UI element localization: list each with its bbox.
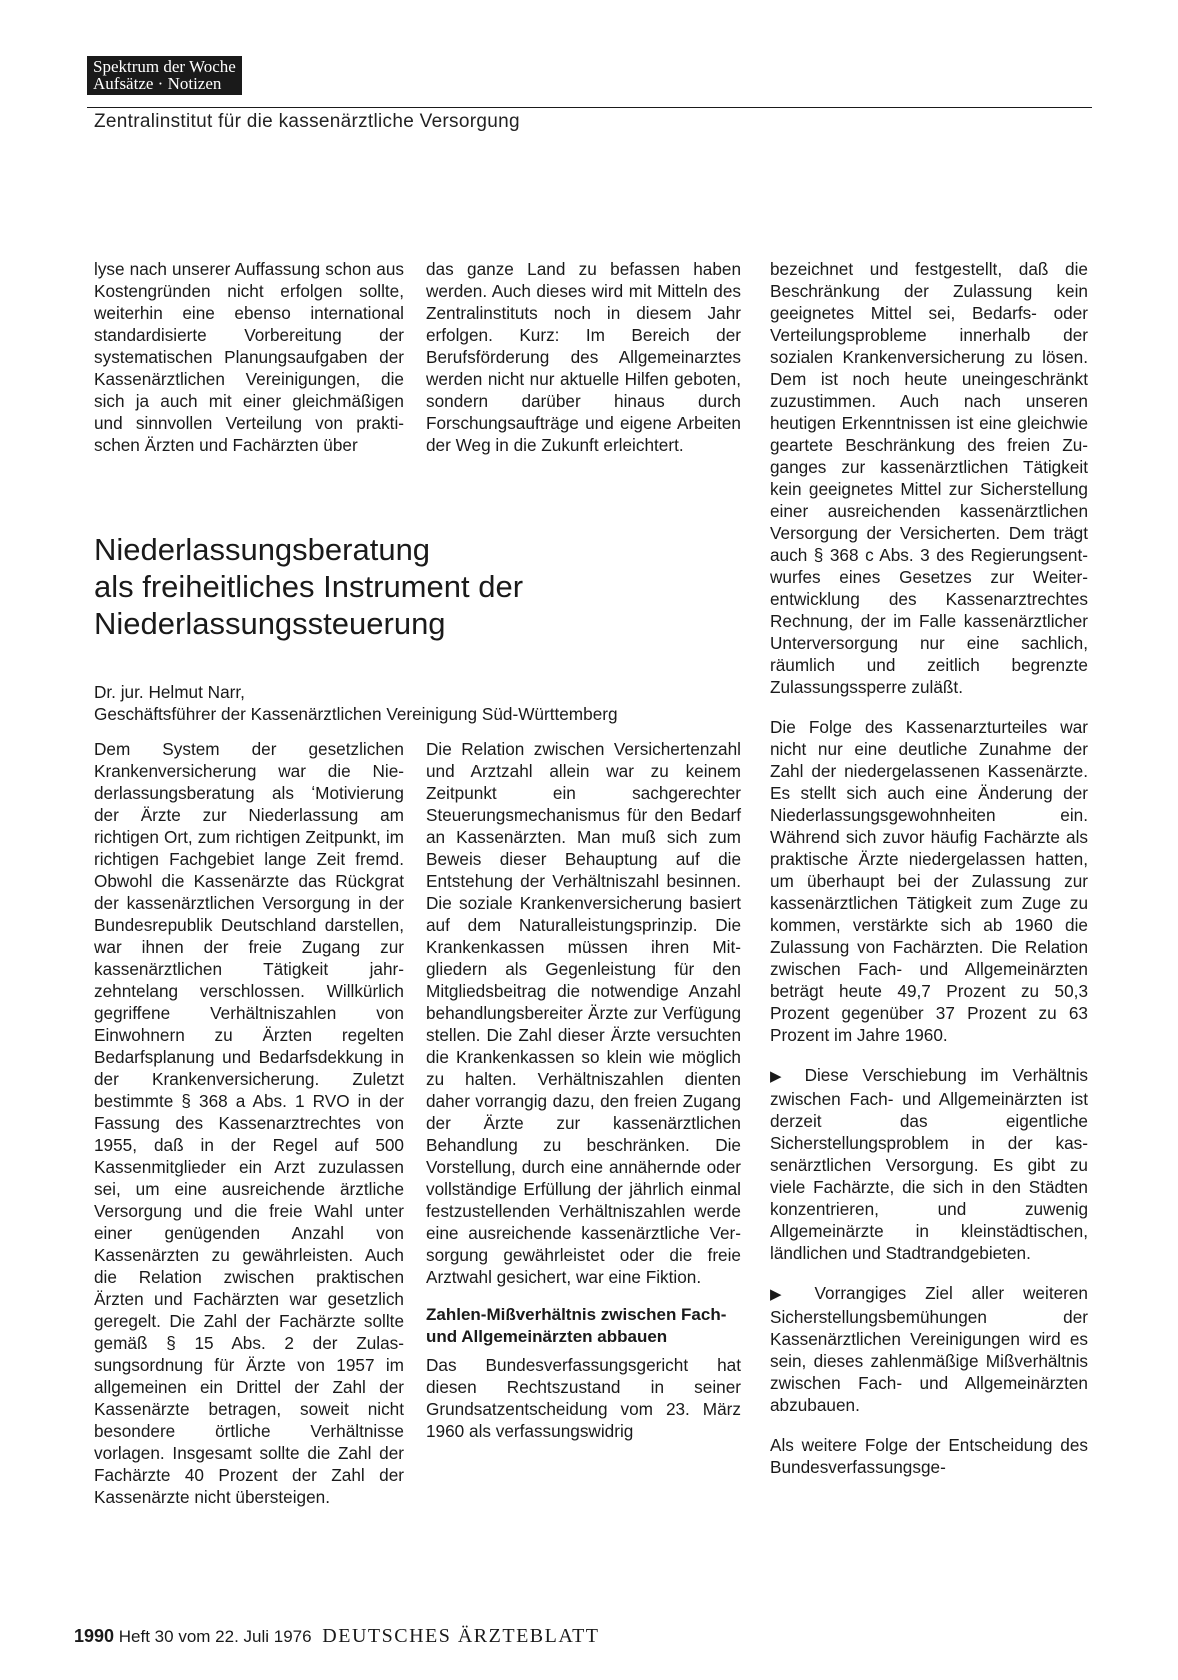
body-paragraph: Dem System der gesetzlichen Krankenversicherung war die Niederlassungsberatung als ʻMotivierung der Ärzte zur Niederlassung am richtigen Ort, zum richtigen Zeitpunkt, im richtigen Fachgebiet lange Zeit fremd. Obwohl die Kassenärzte das Rückgrat der kassenärztlichen Versorgung in der Bundesrepublik Deutschland darstellen, war ihnen der freie Zugang zur kassenärztlichen Tätigkeit jahrzehntelang verschlossen. Willkürlich gegriffene Verhältniszahlen von Einwohnern zu Ärzten regelten Bedarfsplanung und Bedarfsdekkung in der Krankenversicherung. Zuletzt bestimmte § 368 a Abs. 1 RVO in der Fassung des Kassenarztrechtes von 1955, daß in der Regel auf 500 Kassenmitglieder ein Arzt zuzulassen sei, um eine ausreichende ärztliche Versorgung und die freie Wahl unter einer genügenden Anzahl von Kassenärzten zu gewährleisten. Auch die Relation zwischen praktischen Ärzten und Fachärzten war gesetzlich geregelt. Die Zahl der Fachärzte sollte gemäß § 15 Abs. 2 der Zulassungsordnung für Ärzte von 1957 im allgemeinen ein Drittel der Zahl der Kassenärzte betragen, soweit nicht besondere örtliche Verhältnisse vorlagen. Insgesamt sollte die Zahl der Fachärzte 40 Prozent der Zahl der Kassenärzte nicht übersteigen.	[94, 739, 404, 1507]
prev-paragraph-1: lyse nach unserer Auffassung schon aus Kostengründen nicht erfolgen sollte, weiterhin eine ebenso international standardisierte Vorbereitung der systematischen Planungsaufgaben der Kassenärztlichen Vereinigungen, die sich ja auch mit einer gleichmäßigen und sinnvollen Verteilung von praktischen Ärzten und Fachärzten über	[94, 259, 404, 455]
article-column-3	[770, 258, 1088, 1478]
article-column-1	[94, 738, 404, 1508]
issue-info: Heft 30 vom 22. Juli 1976	[118, 1627, 312, 1646]
body-paragraph: Die Folge des Kassenarzturteiles war nicht nur eine deutliche Zunahme der Zahl der niedergelassenen Kassenärzte. Es stellt sich auch eine Änderung der Niederlassungsgewohnheiten ein. Während sich zuvor häufig Fachärzte als praktische Ärzte niedergelassen hatten, um überhaupt bei der Zulassung zur kassenärztlichen Tätigkeit zum Zuge zu kommen, verstärkte sich ab 1960 die Zulassung von Fachärzten. Die Relation zwischen Fach- und Allgemeinärzten beträgt heute 49,7 Prozent zu 50,3 Prozent gegenüber 37 Prozent zu 63 Prozent im Jahre 1960.	[770, 717, 1088, 1045]
title-line-3: Niederlassungssteuerung	[94, 606, 446, 641]
article-column-2	[426, 738, 741, 1442]
badge-line-1: Spektrum der Woche	[93, 57, 236, 76]
badge-line-2: Aufsätze · Notizen	[93, 74, 222, 93]
article-title	[94, 531, 714, 642]
title-line-1: Niederlassungsberatung	[94, 532, 431, 567]
bullet-paragraph	[770, 1282, 1088, 1416]
journal-name: DEUTSCHES ÄRZTEBLATT	[322, 1625, 600, 1647]
bullet-paragraph	[770, 1064, 1088, 1264]
author-role: Geschäftsführer der Kassenärztlichen Vereinigung Süd-Württemberg	[94, 704, 618, 724]
prev-article-column-2	[426, 258, 741, 456]
section-badge	[87, 56, 242, 95]
page-number: 1990	[74, 1626, 115, 1646]
body-paragraph: bezeichnet und festgestellt, daß die Beschränkung der Zulassung kein geeignetes Mittel sei, Bedarfs- oder Verteilungsprobleme innerhalb der sozialen Krankenversicherung zu lösen. Dem ist noch heute uneingeschränkt zuzustimmen. Auch nach unseren heutigen Erkenntnissen ist eine gleichwie geartete Beschränkung des freien Zuganges zur kassenärztlichen Tätigkeit kein geeignetes Mittel zur Sicherstellung einer ausreichenden kassenärztlichen Versorgung der Versicherten. Dem trägt auch § 368 c Abs. 3 des Regierungsentwurfes eines Gesetzes zur Weiterentwicklung des Kassenarztrechtes Rechnung, der im Falle kassenärztlicher Unterversorgung nur eine sachlich, räumlich und zeitlich begrenzte Zulassungssperre zuläßt.	[770, 259, 1088, 697]
author-name: Dr. jur. Helmut Narr,	[94, 682, 245, 702]
header-rule	[87, 107, 1092, 108]
prev-paragraph-2: das ganze Land zu befassen haben werden. Auch dieses wird mit Mitteln des Zentralinstituts noch in diesem Jahr erfolgen. Kurz: Im Bereich der Berufsförderung des Allgemeinarztes werden nicht nur aktuelle Hilfen geboten, sondern darüber hinaus durch Forschungsaufträge und eigene Arbeiten der Weg in die Zukunft erleichtert.	[426, 259, 741, 455]
title-line-2: als freiheitliches Instrument der	[94, 569, 524, 604]
author-block	[94, 681, 794, 725]
page-footer	[74, 1625, 600, 1648]
institute-header: Zentralinstitut für die kassenärztliche Versorgung	[94, 111, 520, 132]
subheading: Zahlen-Mißverhältnis zwischen Fach- und Allgemeinärzten abbauen	[426, 1305, 727, 1346]
body-paragraph: Die Relation zwischen Versichertenzahl und Arztzahl allein war zu keinem Zeitpunkt ein sachgerechter Steuerungsmechanismus für den Bedarf an Kassenärzten. Man muß sich zum Beweis dieser Behauptung auf die Entstehung der Verhältniszahl besinnen. Die soziale Krankenversicherung basiert auf dem Naturalleistungsprinzip. Die Krankenkassen müssen ihren Mitgliedern als Gegenleistung für den Mitgliedsbeitrag die notwendige Anzahl behandlungsbereiter Ärzte zur Verfügung stellen. Die Zahl dieser Ärzte versuchten die Krankenkassen so klein wie möglich zu halten. Verhältniszahlen dienten daher vorrangig dazu, den freien Zugang der Ärzte zur kassenärztlichen Behandlung zu beschränken. Die Vorstellung, durch eine annähernde oder vollständige Erfüllung der jährlich einmal festzustellenden Verhältniszahlen werde eine ausreichende kassenärztliche Versorgung gewährleistet oder die freie Arztwahl gesichert, war eine Fiktion.	[426, 739, 741, 1287]
bullet-text: Diese Verschiebung im Verhältnis zwischen Fach- und Allgemeinärzten ist derzeit das eigentliche Sicherstellungsproblem in der kassenärztlichen Versorgung. Es gibt zu viele Fachärzte, die sich in den Städten konzentrieren, und zuwenig Allgemeinärzte in kleinstädtischen, ländlichen und Stadtrandgebieten.	[770, 1065, 1088, 1263]
body-paragraph: Das Bundesverfassungsgericht hat diesen Rechtszustand in seiner Grundsatzentscheidung vom 23. März 1960 als verfassungswidrig	[426, 1355, 741, 1441]
bullet-text: Vorrangiges Ziel aller weiteren Sicherstellungsbemühungen der Kassenärztlichen Vereinigungen wird es sein, dieses zahlenmäßige Mißverhältnis zwischen Fach- und Allgemeinärzten abzubauen.	[770, 1283, 1088, 1415]
triangle-right-icon: ▶	[770, 1286, 796, 1303]
body-paragraph: Als weitere Folge der Entscheidung des Bundesverfassungsge-	[770, 1435, 1088, 1477]
prev-article-column-1	[94, 258, 404, 456]
triangle-right-icon: ▶	[770, 1068, 791, 1085]
